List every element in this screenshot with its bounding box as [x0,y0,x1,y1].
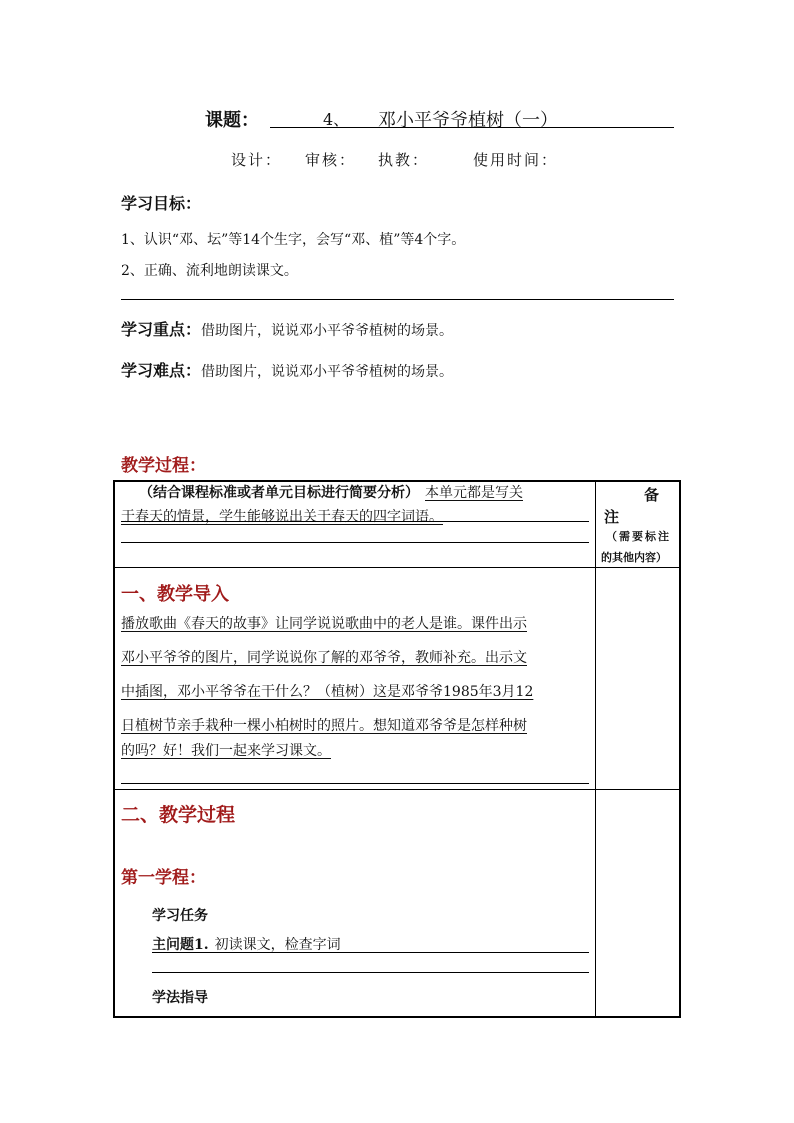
meta-design: 设计： [231,151,283,169]
goal-item-1: 1、认识“邓、坛”等14个生字，会写“邓、植”等4个字。 [121,232,466,248]
analysis-prefix: （结合课程标准或者单元目标进行简要分析） [139,485,419,501]
difficulty-label: 学习难点： [121,361,202,380]
notes-title-a: 备 [644,486,660,504]
goals-heading: 学习目标： [121,194,202,213]
meta-review: 审核： [305,151,357,169]
analysis-text-1: 本单元都是写关 [425,485,523,501]
main-question-text: 初读课文，检查字词 [214,937,341,953]
title-label: 课题： [205,110,259,131]
goal-item-2: 2、正确、流利地朗读课文。 [121,263,298,279]
intro-heading: 一、教学导入 [121,584,229,605]
main-question-label: 主问题1. [152,937,209,953]
analysis-text-2: 于春天的情景，学生能够说出关于春天的四字词语。 [121,509,443,525]
lesson-title: 邓小平爷爷植树（一） [378,110,558,131]
table-row-divider-2 [113,789,681,790]
task-label: 学习任务 [152,908,208,924]
notes-desc-a: （需要标注 [606,530,671,543]
main-question-underline-2 [152,972,589,973]
meta-teach: 执教： [378,151,430,169]
analysis-underline-1 [121,521,589,522]
intro-line-5: 的吗？好！我们一起来学习课文。 [121,743,331,759]
goals-divider [121,299,674,300]
intro-line-1: 播放歌曲《春天的故事》让同学说说歌曲中的老人是谁。课件出示 [121,616,527,632]
intro-line-2: 邓小平爷爷的图片，同学说说你了解的邓爷爷，教师补充。出示文 [121,650,527,666]
process-section-heading: 二、教学过程 [121,804,236,826]
difficulty-text: 借助图片，说说邓小平爷爷植树的场景。 [201,364,454,380]
main-question-underline-1 [152,952,589,953]
intro-underline [121,783,589,784]
analysis-line-1 [121,481,589,506]
notes-desc-b: 的其他内容） [601,551,667,564]
difficulty [121,358,453,381]
method-label: 学法指导 [152,990,208,1006]
table-column-divider [595,480,596,1018]
meta-time: 使用时间： [473,151,559,169]
lesson-number: 4、 [323,110,350,129]
key-point-label: 学习重点： [121,320,202,339]
stage-heading: 第一学程： [121,868,206,888]
key-point [121,317,453,340]
intro-line-4: 日植树节亲手栽种一棵小柏树时的照片。想知道邓爷爷是怎样种树 [121,718,527,734]
analysis-underline-2 [121,542,589,543]
key-point-text: 借助图片，说说邓小平爷爷植树的场景。 [201,323,454,339]
main-question [152,934,341,954]
process-heading: 教学过程： [121,456,206,476]
notes-title-b: 注 [604,508,620,526]
intro-line-3: 中插图，邓小平爷爷在干什么？（植树）这是邓爷爷1985年3月12 [121,684,534,700]
table-row-divider-1 [113,567,681,568]
